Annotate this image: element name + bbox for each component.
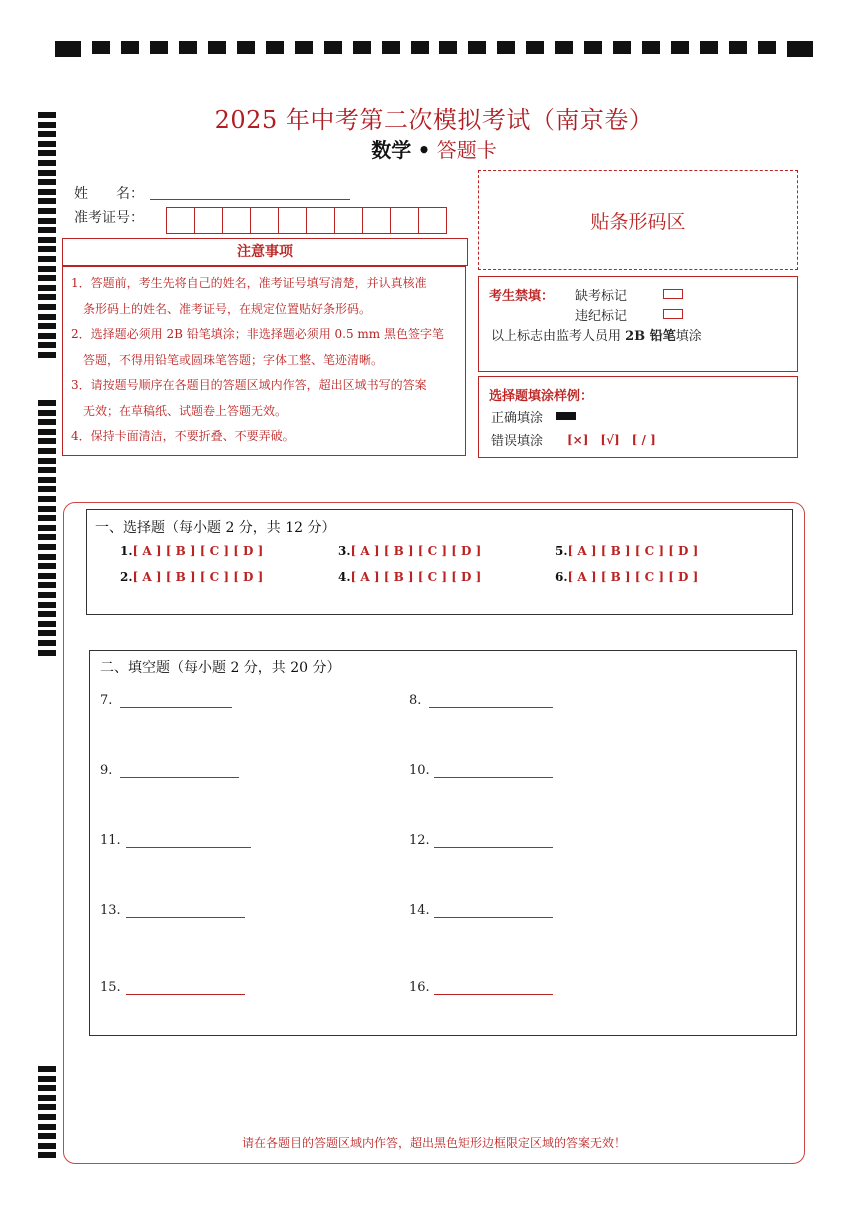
note-post: 填涂 (675, 329, 702, 344)
timing-mark (787, 41, 813, 57)
timing-mark (642, 41, 660, 54)
choice-question[interactable] (338, 544, 481, 558)
timing-mark (38, 208, 56, 214)
choice-options[interactable]: [ A ] [ B ] [ C ] [ D ] (132, 544, 264, 558)
timing-mark (237, 41, 255, 54)
timing-mark (38, 314, 56, 320)
correct-fill-label: 正确填涂 (491, 411, 544, 426)
question-number: 6. (555, 570, 568, 584)
question-number: 12. (409, 833, 430, 848)
question-number: 1. (120, 544, 133, 558)
timing-mark (411, 41, 429, 54)
timing-mark (439, 41, 457, 54)
separator-dot: • (417, 138, 431, 162)
timing-mark (38, 1076, 56, 1082)
question-number: 15. (100, 980, 121, 995)
timing-mark (584, 41, 602, 54)
card-label: 答题卡 (436, 138, 497, 162)
timing-mark (497, 41, 515, 54)
note-pre: 以上标志由监考人员用 (491, 329, 626, 344)
fill-blank-section-title: 二、填空题（每小题 2 分，共 20 分） (100, 660, 341, 676)
question-number: 16. (409, 980, 430, 995)
notice-line: 1．答题前，考生先将自己的姓名，准考证号填写清楚，并认真核准 (71, 276, 427, 290)
question-number: 2. (120, 570, 133, 584)
absent-mark-box[interactable] (663, 289, 683, 299)
timing-mark (38, 506, 56, 512)
fill-example-box (478, 376, 798, 458)
timing-mark (38, 650, 56, 656)
answer-line[interactable] (434, 847, 553, 848)
timing-mark (38, 448, 56, 454)
timing-mark (38, 285, 56, 291)
id-digit-box[interactable] (194, 207, 223, 234)
question-number: 3. (338, 544, 351, 558)
timing-mark (38, 198, 56, 204)
id-digit-box[interactable] (334, 207, 363, 234)
timing-mark (208, 41, 226, 54)
timing-mark (38, 496, 56, 502)
choice-options[interactable]: [ A ] [ B ] [ C ] [ D ] (350, 544, 482, 558)
timing-mark (38, 515, 56, 521)
choice-options[interactable]: [ A ] [ B ] [ C ] [ D ] (567, 570, 699, 584)
question-number: 7. (100, 693, 113, 708)
timing-mark (38, 256, 56, 262)
notice-title: 注意事项 (62, 238, 468, 266)
timing-mark (38, 534, 56, 540)
timing-mark (38, 544, 56, 550)
timing-mark (729, 41, 747, 54)
timing-mark (758, 41, 776, 54)
timing-mark (38, 419, 56, 425)
subject-label: 数学 (371, 138, 412, 162)
timing-mark (38, 1066, 56, 1072)
timing-mark (38, 400, 56, 406)
timing-mark (38, 266, 56, 272)
forbidden-note (491, 325, 702, 344)
id-number-boxes[interactable] (166, 207, 446, 234)
timing-mark (38, 1114, 56, 1120)
forbidden-label: 考生禁填： (489, 289, 555, 304)
timing-mark (38, 218, 56, 224)
timing-mark (38, 640, 56, 646)
answer-line[interactable] (120, 707, 232, 708)
notice-line: 答题，不得用铅笔或圆珠笔答题；字体工整、笔迹清晰。 (71, 352, 384, 367)
id-digit-box[interactable] (390, 207, 419, 234)
timing-mark (38, 294, 56, 300)
timing-mark (38, 304, 56, 310)
timing-mark (38, 179, 56, 185)
question-number: 10. (409, 763, 430, 778)
choice-question[interactable] (555, 570, 698, 584)
timing-mark (179, 41, 197, 54)
timing-mark (382, 41, 400, 54)
timing-mark (121, 41, 139, 54)
choice-question[interactable] (120, 570, 263, 584)
timing-mark (324, 41, 342, 54)
wrong-fill-label: 错误填涂 (491, 434, 544, 449)
notice-line: 2．选择题必须用 2B 铅笔填涂；非选择题必须用 0.5 mm 黑色签字笔 (71, 327, 445, 341)
choice-options[interactable]: [ A ] [ B ] [ C ] [ D ] (567, 544, 699, 558)
timing-mark (526, 41, 544, 54)
wrong-fill-samples: [×] [√] [ / ] (567, 433, 656, 447)
timing-mark (38, 611, 56, 617)
id-digit-box[interactable] (222, 207, 251, 234)
question-number: 4. (338, 570, 351, 584)
id-digit-box[interactable] (250, 207, 279, 234)
forbidden-box (478, 276, 798, 372)
notice-box (62, 266, 466, 456)
timing-mark (38, 170, 56, 176)
id-digit-box[interactable] (278, 207, 307, 234)
answer-line[interactable] (120, 777, 239, 778)
timing-mark (38, 592, 56, 598)
choice-section-title: 一、选择题（每小题 2 分，共 12 分） (95, 520, 336, 536)
absent-label: 缺考标记 (575, 289, 628, 304)
choice-question[interactable] (338, 570, 481, 584)
id-label: 准考证号： (74, 210, 144, 226)
question-number: 5. (555, 544, 568, 558)
timing-mark (38, 275, 56, 281)
barcode-label: 贴条形码区 (590, 210, 686, 233)
id-digit-box[interactable] (166, 207, 195, 234)
exam-title: 2025 年中考第二次模拟考试（南京卷） (214, 106, 654, 134)
timing-mark (38, 333, 56, 339)
note-bold: 2B 铅笔 (625, 329, 676, 344)
timing-mark (468, 41, 486, 54)
timing-mark (266, 41, 284, 54)
timing-mark (38, 189, 56, 195)
id-digit-box[interactable] (306, 207, 335, 234)
fill-blank-section (89, 650, 797, 1036)
notice-line: 4．保持卡面清洁，不要折叠、不要弄破。 (71, 429, 295, 443)
fill-example-title: 选择题填涂样例： (489, 389, 594, 404)
timing-mark (38, 525, 56, 531)
timing-mark (38, 582, 56, 588)
timing-mark (38, 458, 56, 464)
id-digit-box[interactable] (362, 207, 391, 234)
name-label: 姓 名： (74, 186, 144, 202)
answer-line[interactable] (126, 847, 251, 848)
timing-mark (555, 41, 573, 54)
notice-line: 3．请按题号顺序在各题目的答题区域内作答，超出区域书写的答案 (71, 378, 427, 392)
answer-line[interactable] (434, 917, 553, 918)
exam-subtitle (0, 134, 868, 163)
notice-line: 条形码上的姓名、准考证号，在规定位置贴好条形码。 (71, 301, 372, 316)
timing-mark (613, 41, 631, 54)
timing-mark (38, 227, 56, 233)
timing-mark (38, 429, 56, 435)
timing-mark (38, 602, 56, 608)
timing-mark (38, 1152, 56, 1158)
timing-mark (38, 1104, 56, 1110)
timing-mark (38, 554, 56, 560)
timing-mark (671, 41, 689, 54)
timing-mark (38, 352, 56, 358)
timing-mark (38, 573, 56, 579)
choice-question[interactable] (120, 544, 263, 558)
footer-warning: 请在各题目的答题区域内作答，超出黑色矩形边框限定区域的答案无效！ (241, 1136, 626, 1150)
question-number: 9. (100, 763, 113, 778)
choice-section (86, 509, 793, 615)
timing-mark (38, 246, 56, 252)
timing-mark (38, 438, 56, 444)
timing-mark (700, 41, 718, 54)
barcode-area (478, 170, 798, 270)
id-digit-box[interactable] (418, 207, 447, 234)
answer-line[interactable] (126, 917, 245, 918)
timing-mark (38, 410, 56, 416)
timing-mark (38, 630, 56, 636)
timing-mark (150, 41, 168, 54)
violation-mark-box[interactable] (663, 309, 683, 319)
timing-mark (38, 342, 56, 348)
timing-mark (38, 477, 56, 483)
timing-mark (38, 1095, 56, 1101)
question-number: 14. (409, 903, 430, 918)
correct-fill-sample (556, 412, 576, 420)
question-number: 13. (100, 903, 121, 918)
choice-options[interactable]: [ A ] [ B ] [ C ] [ D ] (350, 570, 482, 584)
timing-mark (38, 323, 56, 329)
answer-line[interactable] (434, 777, 553, 778)
timing-mark (38, 621, 56, 627)
choice-options[interactable]: [ A ] [ B ] [ C ] [ D ] (132, 570, 264, 584)
top-timing-marks (55, 41, 813, 57)
question-number: 8. (409, 693, 422, 708)
timing-mark (38, 486, 56, 492)
question-number: 11. (100, 833, 121, 848)
timing-mark (92, 41, 110, 54)
name-field[interactable] (150, 199, 350, 200)
timing-mark (38, 563, 56, 569)
timing-mark (295, 41, 313, 54)
choice-question[interactable] (555, 544, 698, 558)
answer-line[interactable] (429, 707, 553, 708)
timing-mark (38, 1124, 56, 1130)
violation-label: 违纪标记 (575, 309, 628, 324)
timing-mark (55, 41, 81, 57)
timing-mark (353, 41, 371, 54)
answer-line[interactable] (434, 994, 553, 995)
timing-mark (38, 467, 56, 473)
notice-line: 无效；在草稿纸、试题卷上答题无效。 (71, 403, 288, 418)
timing-mark (38, 237, 56, 243)
timing-mark (38, 1085, 56, 1091)
answer-line[interactable] (126, 994, 245, 995)
